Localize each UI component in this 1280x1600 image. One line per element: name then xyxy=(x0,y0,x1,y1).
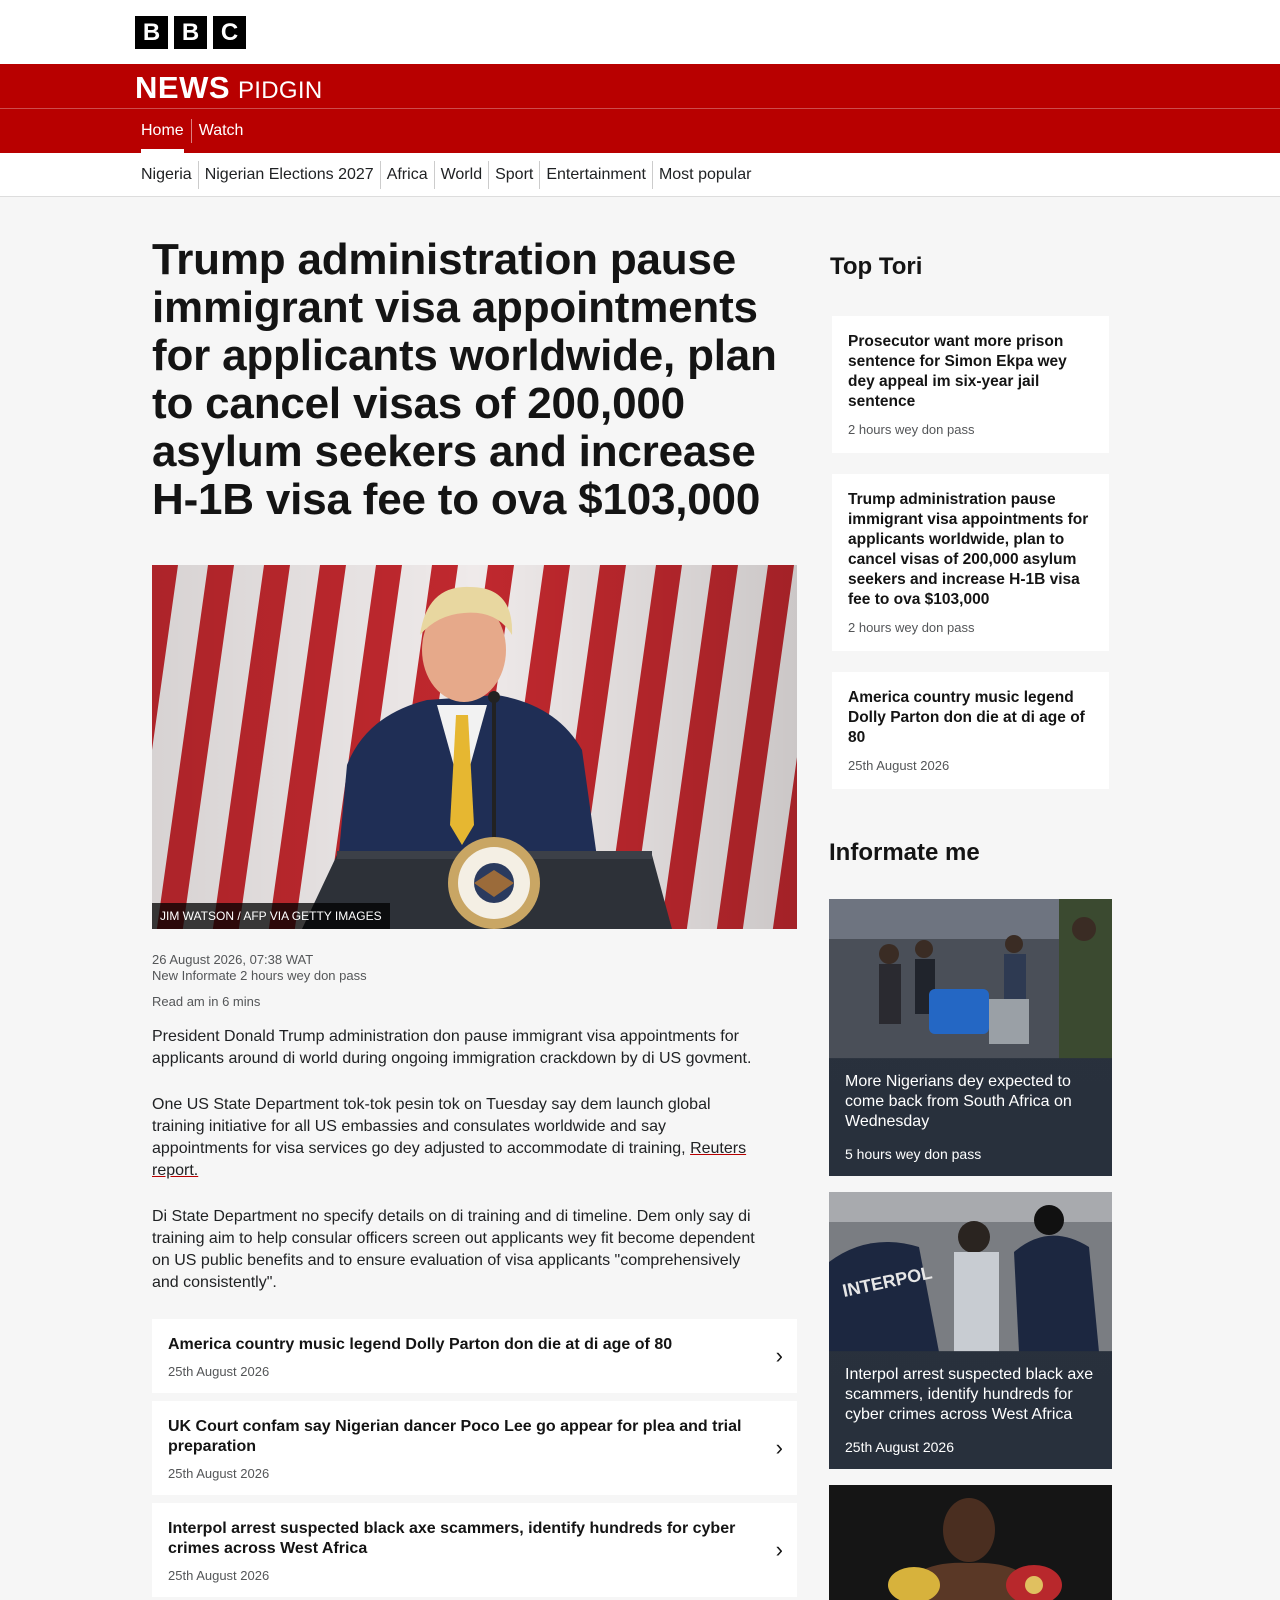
subnav-most-popular[interactable]: Most popular xyxy=(658,166,752,183)
subnav-entertainment[interactable]: Entertainment xyxy=(540,161,653,189)
related-title: UK Court confam say Nigerian dancer Poco Lee go appear for plea and trial preparation xyxy=(168,1418,742,1455)
logo-letter: B xyxy=(135,16,168,49)
paragraph-text: One US State Department tok-tok pesin tok on Tuesday say dem launch global training initiative for all US embassies and consulates worldwide and say appointments for visa services go dey adjusted to accommodate di training, xyxy=(152,1096,711,1157)
chevron-right-icon: › xyxy=(775,1537,783,1562)
paragraph: Di State Department no specify details on di training and di timeline. Dem only say di training aim to help consular officers screen out applicants wey fit become dependent on US public benefits and to ensure evaluation of visa applicants "comprehensively and consistently". xyxy=(152,1208,755,1291)
top-tori-card[interactable] xyxy=(832,474,1109,651)
informate-text xyxy=(829,1351,1112,1469)
subnav-africa[interactable]: Africa xyxy=(381,161,435,189)
related-story[interactable] xyxy=(152,1319,797,1393)
chevron-right-icon: › xyxy=(775,1343,783,1368)
top-tori-title: Prosecutor want more prison sentence for Simon Ekpa wey dey appeal im six-year jail sentence xyxy=(848,333,1067,410)
subnav-sport[interactable]: Sport xyxy=(489,161,540,189)
subnav-world[interactable]: World xyxy=(435,161,490,189)
top-tori-title: America country music legend Dolly Parton don die at di age of 80 xyxy=(848,689,1085,746)
bbc-logo[interactable] xyxy=(135,16,246,49)
paragraph: President Donald Trump administration don pause immigrant visa appointments for applicants around di world during ongoing immigration crackdown by di US govment. xyxy=(152,1028,752,1067)
informate-text xyxy=(829,1058,1112,1176)
related-story[interactable] xyxy=(152,1401,797,1495)
sub-nav xyxy=(0,153,1280,197)
top-tori-title: Trump administration pause immigrant visa appointments for applicants worldwide, plan to cancel visas of 200,000 asylum seekers and increase H-1B visa fee to ova $103,000 xyxy=(848,491,1089,608)
subnav-elections[interactable]: Nigerian Elections 2027 xyxy=(199,161,381,189)
informate-date: 5 hours wey don pass xyxy=(845,1146,982,1162)
related-story[interactable] xyxy=(152,1503,797,1597)
top-tori-date: 2 hours wey don pass xyxy=(848,422,975,437)
article-body xyxy=(152,1026,762,1318)
related-title: America country music legend Dolly Parton don die at di age of 80 xyxy=(168,1336,673,1353)
informate-image xyxy=(829,899,1112,1059)
related-date: 25th August 2026 xyxy=(168,1364,270,1379)
nav-watch[interactable]: Watch xyxy=(198,122,244,139)
site-header xyxy=(0,0,1280,64)
published-date: 26 August 2026, 07:38 WAT xyxy=(152,952,314,967)
top-tori-card[interactable] xyxy=(832,316,1109,453)
related-date: 25th August 2026 xyxy=(168,1466,270,1481)
hero-illustration xyxy=(152,565,797,929)
informate-title: More Nigerians dey expected to come back from South Africa on Wednesday xyxy=(845,1073,1072,1130)
article-headline: Trump administration pause immigrant visa appointments for applicants worldwide, plan to cancel visas of 200,000 asylum seekers and increase H-1B visa fee to ova $103,000 xyxy=(152,235,777,524)
brand-service: PIDGIN xyxy=(238,77,323,104)
logo-letter: B xyxy=(174,16,207,49)
article-meta xyxy=(152,952,367,984)
news-pidgin-logo[interactable] xyxy=(135,70,322,106)
top-tori-heading: Top Tori xyxy=(830,253,923,280)
logo-letter: C xyxy=(213,16,246,49)
informate-image xyxy=(829,1192,1112,1352)
updated-note: New Informate 2 hours wey don pass xyxy=(152,968,367,983)
read-time: Read am in 6 mins xyxy=(152,994,261,1009)
top-tori-date: 2 hours wey don pass xyxy=(848,620,975,635)
brand-bar xyxy=(0,64,1280,153)
top-tori-date: 25th August 2026 xyxy=(848,758,950,773)
chevron-right-icon: › xyxy=(775,1435,783,1460)
nav-separator xyxy=(191,119,192,143)
related-title: Interpol arrest suspected black axe scammers, identify hundreds for cyber crimes across West Africa xyxy=(168,1520,736,1557)
informate-me-heading: Informate me xyxy=(829,839,980,866)
image-caption: JIM WATSON / AFP VIA GETTY IMAGES xyxy=(152,903,390,929)
svg-text:INTERPOL: INTERPOL xyxy=(840,1262,934,1301)
brand-news: NEWS xyxy=(135,70,230,105)
informate-card[interactable] xyxy=(829,1192,1112,1469)
subnav-nigeria[interactable]: Nigeria xyxy=(135,161,199,189)
informate-card[interactable] xyxy=(829,899,1112,1176)
related-date: 25th August 2026 xyxy=(168,1568,270,1583)
top-tori-card[interactable] xyxy=(832,672,1109,789)
nav-home[interactable]: Home xyxy=(135,109,190,153)
informate-title: Interpol arrest suspected black axe scammers, identify hundreds for cyber crimes across West Africa xyxy=(845,1366,1094,1423)
main-nav xyxy=(135,109,249,153)
paragraph xyxy=(152,1094,762,1182)
related-stories xyxy=(152,1319,797,1600)
informate-date: 25th August 2026 xyxy=(845,1439,954,1455)
informate-image xyxy=(829,1485,1112,1600)
reuters-report-link[interactable]: Reuters report. xyxy=(152,1140,747,1179)
informate-card[interactable] xyxy=(829,1485,1112,1600)
hero-image xyxy=(152,565,797,929)
